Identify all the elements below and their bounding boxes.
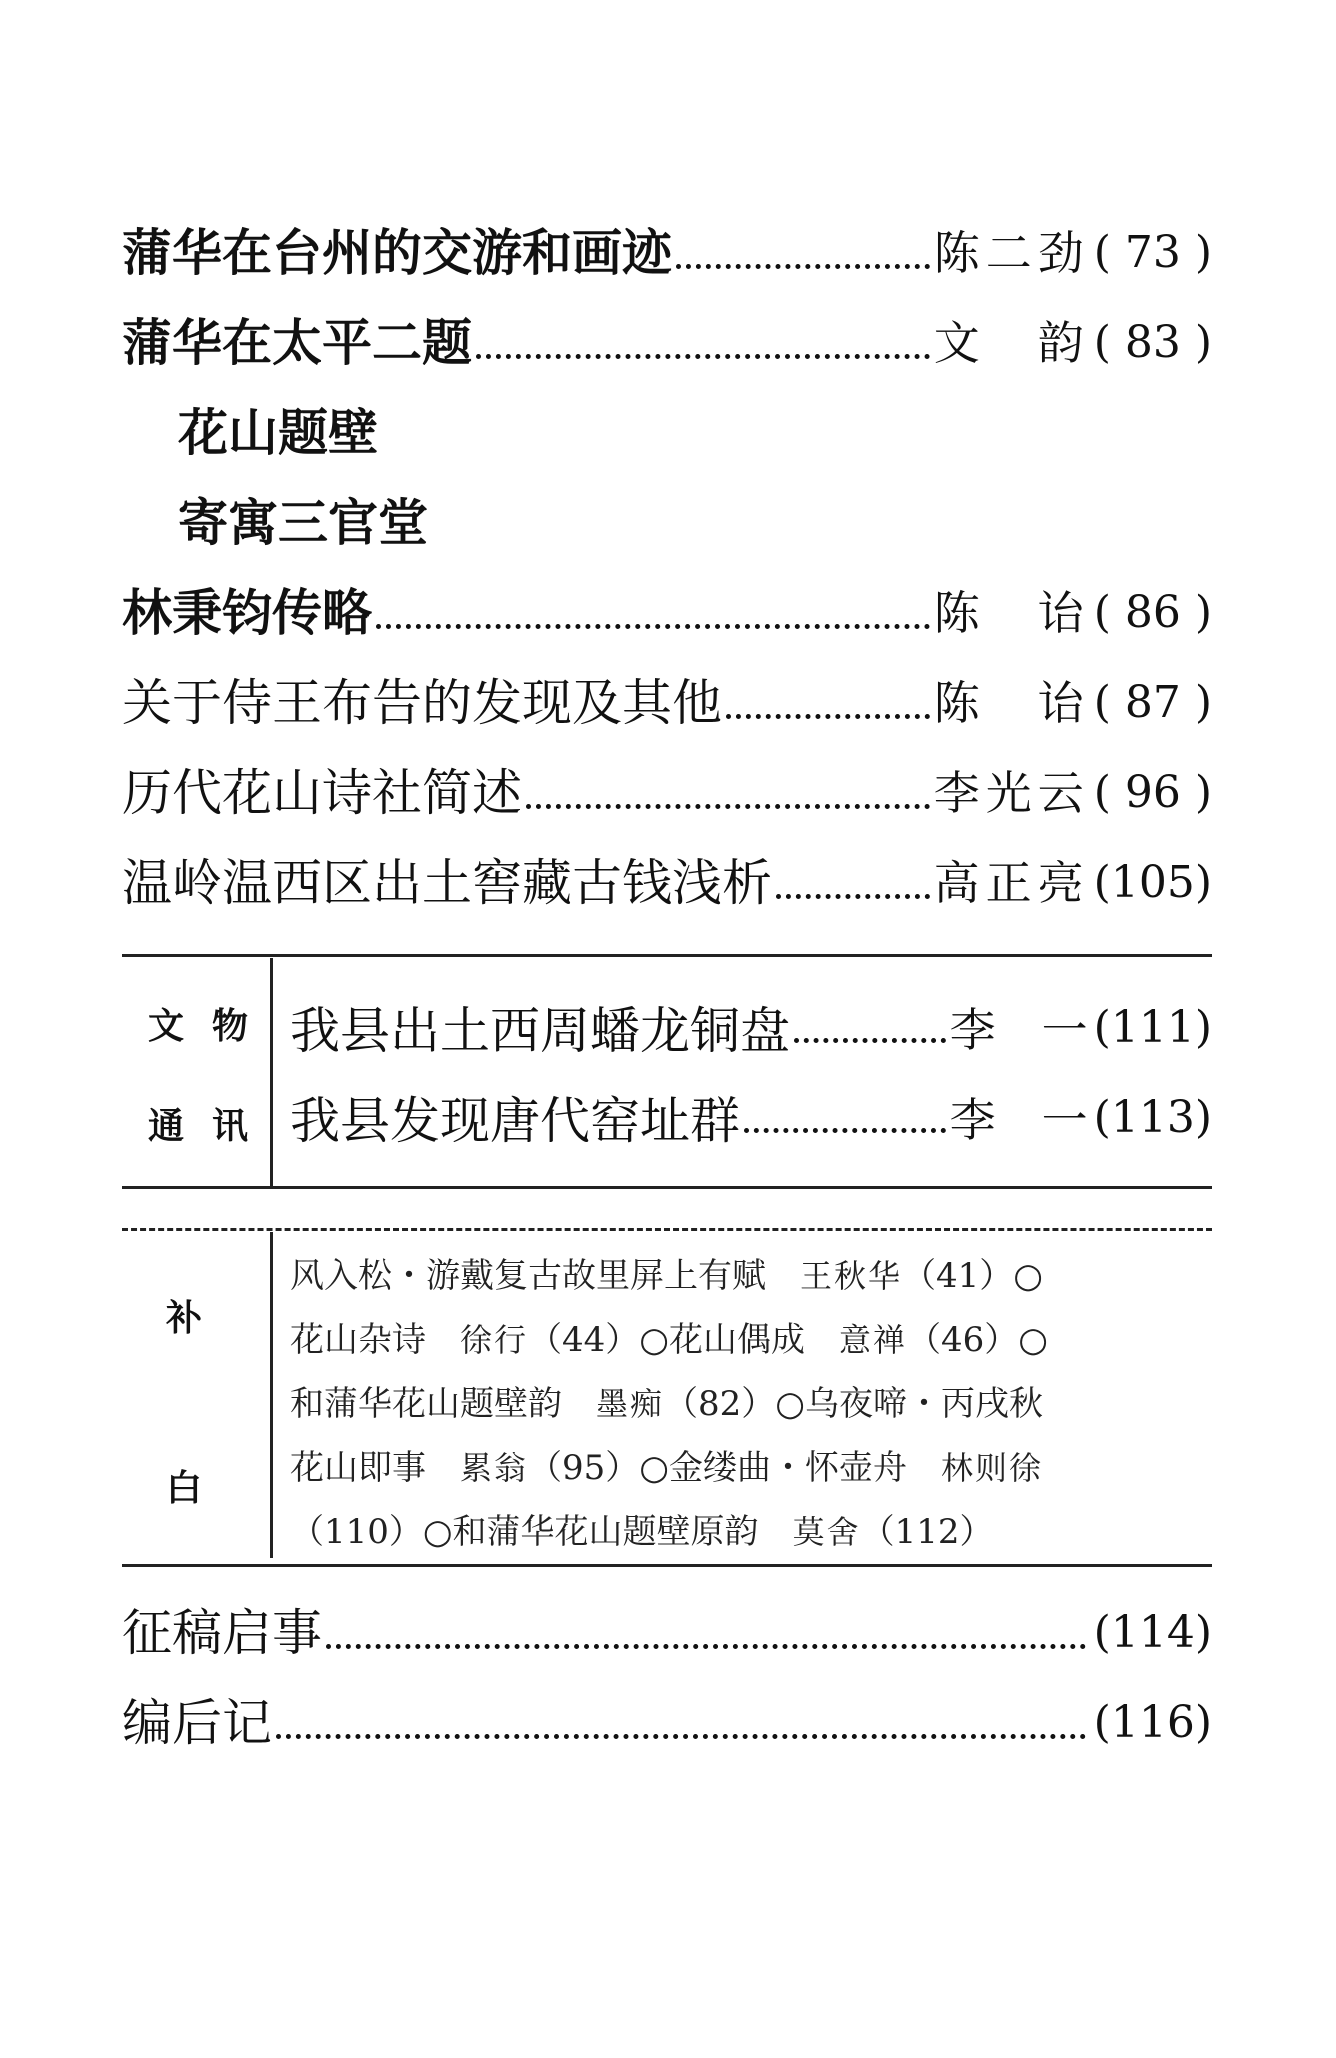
toc-entry[interactable] bbox=[122, 576, 1212, 650]
filler-text: （95）○金缕曲・怀壶舟 bbox=[528, 1448, 941, 1488]
entry-author: 李光云 bbox=[933, 766, 1090, 820]
entry-page: ( 83 ) bbox=[1093, 317, 1212, 368]
section-divider bbox=[122, 954, 1212, 957]
entry-page: ( 73 ) bbox=[1093, 227, 1212, 278]
section-label-top: 文物 bbox=[148, 1005, 277, 1047]
filler-line bbox=[290, 1372, 1220, 1436]
toc-entry[interactable] bbox=[290, 1080, 1212, 1154]
entry-title: 蒲华在太平二题 bbox=[122, 313, 472, 372]
entry-page: (113) bbox=[1093, 1091, 1212, 1143]
section-divider-dashed bbox=[122, 1228, 1212, 1231]
entry-title: 林秉钧传略 bbox=[122, 583, 372, 642]
filler-text: 花山即事 bbox=[290, 1448, 460, 1488]
toc-entry[interactable] bbox=[122, 1596, 1212, 1670]
entry-author: 李 一 bbox=[949, 1093, 1088, 1147]
filler-text: （112） bbox=[860, 1512, 994, 1552]
entry-author: 陈二劲 bbox=[933, 226, 1090, 280]
entry-page: ( 96 ) bbox=[1093, 767, 1212, 818]
leader-dots bbox=[776, 846, 930, 920]
entry-page: (105) bbox=[1093, 857, 1212, 908]
leader-dots bbox=[794, 990, 946, 1064]
filler-text: （41）○ bbox=[902, 1256, 1043, 1296]
entry-title: 温岭温西区出土窖藏古钱浅析 bbox=[122, 854, 772, 912]
toc-entry[interactable] bbox=[122, 216, 1212, 290]
filler-line bbox=[290, 1436, 1220, 1500]
entry-author: 陈 诒 bbox=[933, 586, 1090, 640]
section-vertical-rule bbox=[270, 1232, 273, 1558]
entry-title: 我县出土西周蟠龙铜盘 bbox=[290, 1002, 790, 1060]
section-label-bottom: 通讯 bbox=[148, 1105, 277, 1147]
entry-title: 征稿启事 bbox=[122, 1604, 322, 1662]
leader-dots bbox=[744, 1080, 946, 1154]
filler-author: 林则徐 bbox=[940, 1449, 1043, 1487]
filler-text: 花山杂诗 bbox=[290, 1320, 460, 1360]
subtitle: 寄寓三官堂 bbox=[178, 493, 428, 552]
filler-author: 意禅 bbox=[838, 1321, 907, 1359]
filler-author: 徐行 bbox=[460, 1321, 529, 1359]
entry-title: 蒲华在台州的交游和画迹 bbox=[122, 223, 672, 282]
filler-author: 王秋华 bbox=[800, 1257, 903, 1295]
filler-text: （46）○ bbox=[906, 1320, 1048, 1360]
leader-dots bbox=[676, 216, 930, 290]
entry-page: (116) bbox=[1093, 1697, 1212, 1748]
toc-entry[interactable] bbox=[122, 1686, 1212, 1760]
filler-text: （82）○乌夜啼・丙戌秋 bbox=[664, 1384, 1043, 1424]
filler-text: （44）○花山偶成 bbox=[528, 1320, 839, 1360]
filler-line bbox=[290, 1244, 1220, 1308]
entry-title: 编后记 bbox=[122, 1694, 272, 1752]
toc-entry[interactable] bbox=[122, 306, 1212, 380]
filler-author: 莫舍 bbox=[792, 1513, 861, 1551]
filler-author: 累翁 bbox=[460, 1449, 529, 1487]
toc-entry[interactable] bbox=[122, 666, 1212, 740]
leader-dots bbox=[726, 666, 930, 740]
leader-dots bbox=[526, 756, 930, 830]
section-label-bottom: 白 bbox=[165, 1467, 230, 1509]
leader-dots bbox=[276, 1686, 1086, 1760]
leader-dots bbox=[476, 306, 930, 380]
entry-author: 陈 诒 bbox=[933, 676, 1090, 730]
filler-text: 风入松・游戴复古故里屏上有赋 bbox=[290, 1256, 800, 1296]
entry-author: 文 韵 bbox=[933, 316, 1090, 370]
entry-title: 历代花山诗社简述 bbox=[122, 764, 522, 822]
filler-author: 墨痴 bbox=[596, 1385, 665, 1423]
subtitle: 花山题壁 bbox=[178, 403, 378, 462]
filler-text: 和蒲华花山题壁韵 bbox=[290, 1384, 596, 1424]
filler-text-block bbox=[290, 1244, 1220, 1564]
toc-entry[interactable] bbox=[122, 846, 1212, 920]
section-vertical-rule bbox=[270, 958, 273, 1188]
toc-entry[interactable] bbox=[290, 990, 1212, 1064]
filler-line bbox=[290, 1500, 1220, 1564]
entry-author: 高正亮 bbox=[933, 856, 1090, 910]
filler-text: （110）○和蒲华花山题壁原韵 bbox=[290, 1512, 793, 1552]
entry-page: (111) bbox=[1093, 1001, 1212, 1053]
toc-entry[interactable] bbox=[122, 756, 1212, 830]
leader-dots bbox=[326, 1596, 1086, 1670]
entry-title: 我县发现唐代窑址群 bbox=[290, 1092, 740, 1150]
section-divider bbox=[122, 1186, 1212, 1189]
entry-author: 李 一 bbox=[949, 1003, 1088, 1057]
filler-line bbox=[290, 1308, 1220, 1372]
entry-page: ( 87 ) bbox=[1093, 677, 1212, 728]
section-label-top: 补 bbox=[165, 1297, 230, 1339]
section-divider bbox=[122, 1564, 1212, 1567]
entry-page: ( 86 ) bbox=[1093, 587, 1212, 638]
entry-title: 关于侍王布告的发现及其他 bbox=[122, 674, 722, 732]
entry-page: (114) bbox=[1093, 1607, 1212, 1658]
leader-dots bbox=[376, 576, 930, 650]
